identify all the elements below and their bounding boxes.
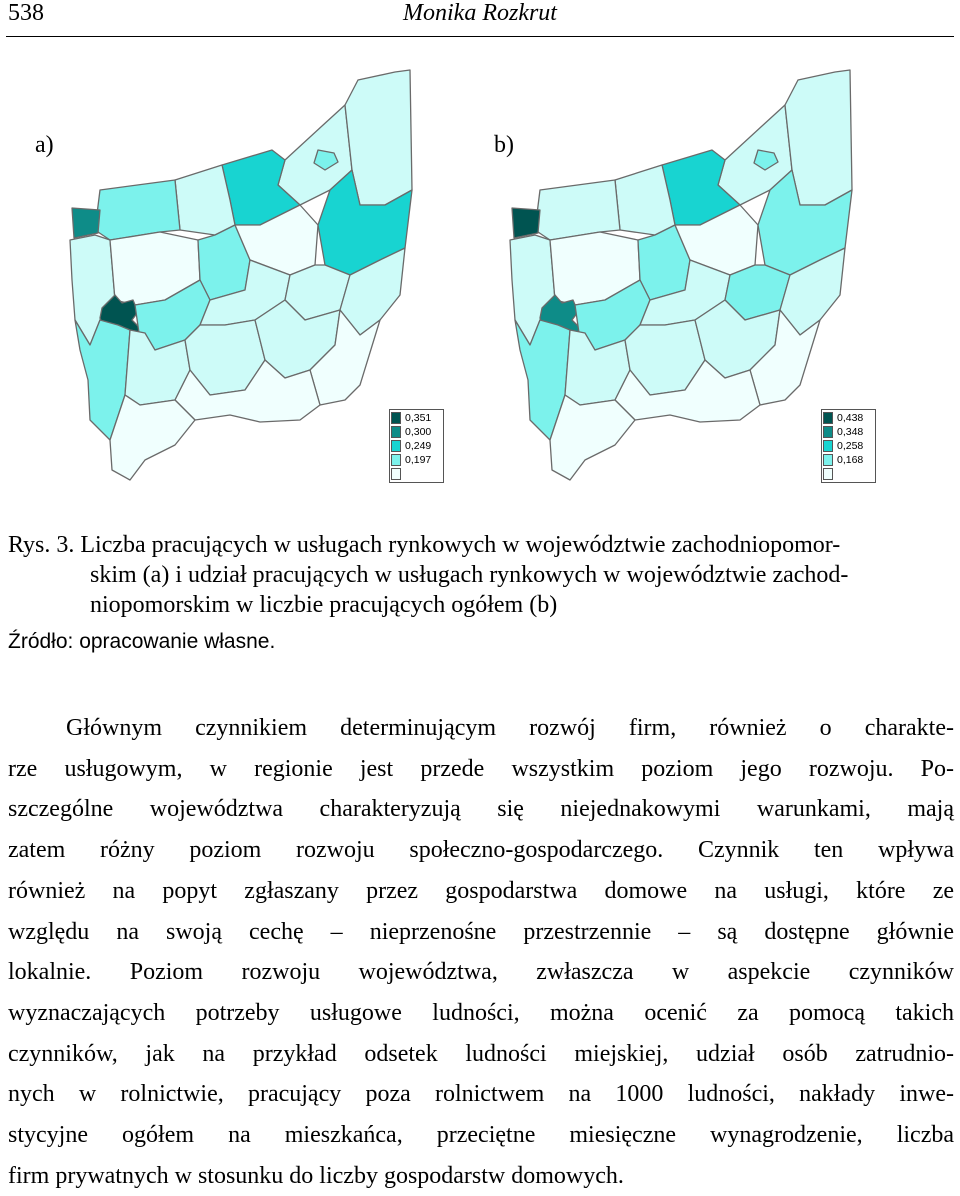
panel-b-label: b): [494, 132, 514, 158]
body-line: zatem różny poziom rozwoju społeczno-gospodarczego. Czynnik ten wpływa: [8, 837, 954, 864]
region-coast-west: [535, 180, 620, 240]
region-southwest: [550, 395, 635, 480]
legend-b-value-1: 0,438: [837, 412, 864, 424]
caption-line-2: skim (a) i udział pracujących w usługach rynkowych w województwie zachod-: [90, 562, 849, 588]
body-line: czynników, jak na przykład odsetek ludności miejskiej, udział osób zatrudnio-: [8, 1040, 954, 1067]
legend-a-value-2: 0,300: [405, 426, 432, 438]
legend-a-swatch-5: [391, 468, 401, 480]
region-far-west-coast: [72, 208, 100, 238]
body-line: lokalnie. Poziom rozwoju województwa, zwłaszcza w aspekcie czynników: [8, 959, 954, 986]
body-line: szczególne województwa charakteryzują się niejednakowymi warunkami, mają: [8, 796, 954, 823]
legend-b-swatch-5: [823, 468, 833, 480]
legend-b-swatch-1: [823, 412, 833, 424]
figure-source: Źródło: opracowanie własne.: [8, 630, 276, 653]
legend-b: [821, 409, 876, 483]
legend-a-swatch-1: [391, 412, 401, 424]
body-line: firm prywatnych w stosunku do liczby gospodarstw domowych.: [8, 1162, 624, 1189]
region-southwest: [110, 395, 195, 480]
legend-a-value-1: 0,351: [405, 412, 432, 424]
legend-a-swatch-3: [391, 440, 401, 452]
legend-b-value-3: 0,258: [837, 440, 864, 452]
legend-b-swatch-3: [823, 440, 833, 452]
body-line: Głównym czynnikiem determinującym rozwój firm, również o charakte-: [66, 715, 954, 741]
legend-a-value-3: 0,249: [405, 440, 432, 452]
legend-b-swatch-4: [823, 454, 833, 466]
running-head-author: Monika Rozkrut: [403, 0, 557, 26]
figure-caption: [8, 530, 954, 620]
map-b: [510, 70, 852, 480]
legend-a-value-4: 0,197: [405, 454, 432, 466]
choropleth-maps: [0, 0, 960, 500]
body-line: również na popyt zgłaszany przez gospodarstwa domowe na usługi, które ze: [8, 877, 954, 904]
body-line: nych w rolnictwie, pracujący poza rolnictwem na 1000 ludności, nakłady inwe-: [8, 1081, 954, 1108]
legend-a-swatch-2: [391, 426, 401, 438]
legend-a: [389, 409, 444, 483]
legend-a-swatch-4: [391, 454, 401, 466]
legend-b-value-4: 0,168: [837, 454, 864, 466]
region-coast-west: [95, 180, 180, 240]
page-number: 538: [8, 0, 44, 26]
body-paragraph: [8, 708, 954, 1196]
body-line: stycyjne ogółem na mieszkańca, przeciętne miesięczne wynagrodzenie, liczba: [8, 1122, 954, 1149]
body-line: wyznaczających potrzeby usługowe ludności, można ocenić za pomocą takich: [8, 999, 954, 1026]
caption-line-1: Rys. 3. Liczba pracujących w usługach rynkowych w województwie zachodniopomor-: [8, 532, 841, 558]
body-line: rze usługowym, w regionie jest przede wszystkim poziom jego rozwoju. Po-: [8, 755, 954, 782]
map-a: [70, 70, 412, 480]
legend-b-value-2: 0,348: [837, 426, 864, 438]
body-line: względu na swoją cechę – nieprzenośne przestrzennie – są dostępne głównie: [8, 918, 954, 945]
panel-a-label: a): [35, 132, 54, 158]
caption-line-3: niopomorskim w liczbie pracujących ogółem (b): [90, 592, 558, 618]
region-far-west-coast: [512, 208, 540, 238]
legend-b-swatch-2: [823, 426, 833, 438]
